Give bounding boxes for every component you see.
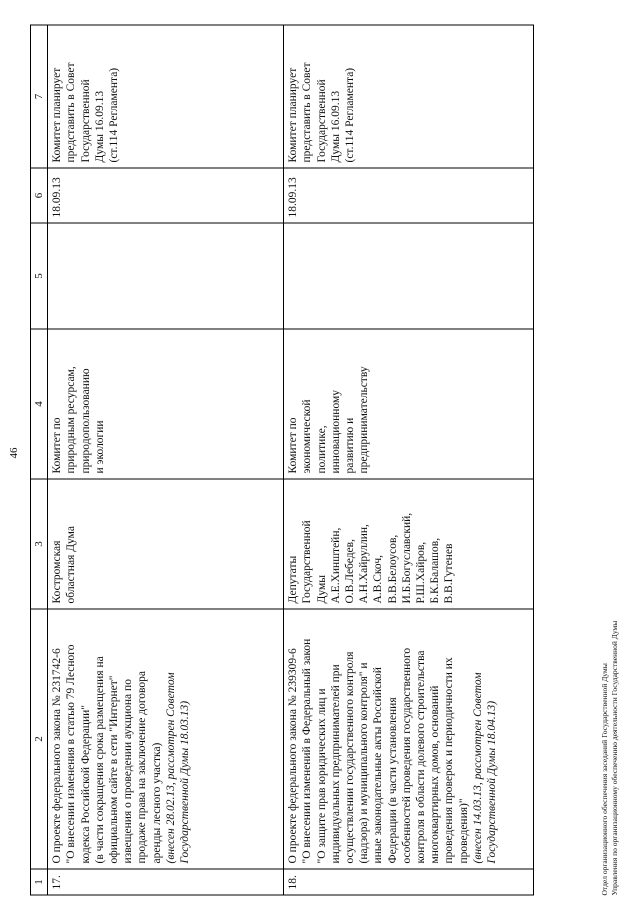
status-cell [48, 25, 284, 168]
row-number: 18. [284, 869, 534, 895]
text-line: развитию и [344, 417, 357, 473]
text-line: (внесен 28.02.13, рассмотрен Советом [164, 671, 177, 863]
text-line: официальном сайте в сети "Интернет" [108, 675, 121, 863]
text-line: "О защите прав юридических лиц и [315, 687, 328, 863]
text-line: аренды лесного участка) [150, 742, 163, 863]
status-cell [284, 25, 534, 168]
text-line: многоквартирных домов, оснований [429, 685, 442, 863]
text-line: природопользованию [79, 367, 92, 473]
text-line: извещения о проведении аукциона по [122, 678, 135, 863]
text-line: продаже права на заключение договора [136, 670, 149, 863]
text-line: Комитет по [287, 417, 300, 473]
empty-cell [284, 223, 534, 329]
text-line: (ст.114 Регламента) [344, 67, 357, 162]
text-line: Комитет планирует [51, 67, 64, 162]
text-line: предпринимательству [358, 365, 371, 473]
table-row [48, 25, 284, 895]
bills-table [30, 24, 534, 895]
text-line: Думы [315, 574, 328, 603]
bill-title-cell [48, 609, 284, 869]
committee-cell [48, 329, 284, 479]
table-row [284, 25, 534, 895]
text-line: В.В.Гутенев [443, 543, 456, 603]
text-line: (надзора) и муниципального контроля" и [358, 661, 371, 863]
text-line: Б.К.Балашов, [429, 537, 442, 603]
text-line: Федерации (в части установления [386, 696, 399, 863]
text-line: природным ресурсам, [65, 365, 78, 473]
text-line: и экологии [93, 419, 106, 473]
table-body [48, 25, 534, 895]
text-line: В.В.Белоусов, [386, 534, 399, 603]
text-line: представить в Совет [301, 61, 314, 162]
text-line: Государственной Думы 18.04.13) [486, 700, 499, 863]
footer-line: Управления по организационному обеспечению деятельности Государственной Думы [609, 620, 619, 895]
text-line: Комитет планирует [287, 67, 300, 162]
text-line: И.Б.Богуславский, [400, 512, 413, 603]
text-line: Государственной [301, 519, 314, 603]
text-line: Комитет по [51, 417, 64, 473]
text-line: (ст.114 Регламента) [108, 67, 121, 162]
text-line: Думы 16.09.13 [329, 90, 342, 162]
text-line: проведения проверок и периодичности их [443, 656, 456, 863]
initiator-cell [284, 479, 534, 609]
text-line: "О внесении изменений в Федеральный закон [301, 638, 314, 863]
text-line: А.В.Скоч, [372, 554, 385, 603]
text-line: Костромская [51, 540, 64, 603]
text-line: А.Н.Хайруллин, [358, 523, 371, 603]
column-header: 7 [31, 25, 48, 168]
column-header: 5 [31, 223, 48, 329]
text-line: представить в Совет [65, 61, 78, 162]
initiator-cell [48, 479, 284, 609]
text-line: осуществлении государственного контроля [344, 651, 357, 863]
empty-cell [48, 223, 284, 329]
column-header: 2 [31, 609, 48, 869]
text-line: Р.Ш.Хайров, [415, 541, 428, 603]
committee-cell [284, 329, 534, 479]
text-line: О.В.Лебедев, [344, 538, 357, 603]
text-line: индивидуальных предпринимателей при [329, 663, 342, 863]
text-line: Государственной Думы 18.03.13) [179, 700, 192, 863]
text-line: инновационному [329, 389, 342, 473]
text-line: Государственной [315, 78, 328, 162]
text-line: особенностей проведения государственного [400, 647, 413, 863]
text-line: Думы 16.09.13 [93, 90, 106, 162]
bill-title-cell [284, 609, 534, 869]
date-cell: 18.09.13 [48, 168, 284, 223]
column-header: 4 [31, 329, 48, 479]
footer-line: Отдел организационного обеспечения заседаний Государственной Думы [600, 662, 609, 895]
page-number: 46 [8, 447, 20, 458]
header-row [31, 25, 48, 895]
text-line: О проекте федерального закона № 239309-6 [287, 647, 300, 863]
text-line: Государственной [79, 78, 92, 162]
text-line: А.Е.Хинштейн, [329, 527, 342, 603]
text-line: экономической [301, 399, 314, 473]
row-number: 17. [48, 869, 284, 895]
text-line: политике, [315, 424, 328, 473]
text-line: контроля в области долевого строительства [415, 650, 428, 863]
text-line: областная Дума [65, 525, 78, 603]
text-line: иные законодательные акты Российской [372, 666, 385, 863]
column-header: 6 [31, 168, 48, 223]
text-line: "О внесении изменения в статью 79 Лесного [65, 644, 78, 863]
column-header: 3 [31, 479, 48, 609]
text-line: (в части сокращения срока размещения на [93, 655, 106, 863]
text-line: О проекте федерального закона № 231742-6 [51, 647, 64, 863]
text-line: проведения)" [457, 797, 470, 863]
text-line: (внесен 14.03.13, рассмотрен Советом [471, 671, 484, 863]
text-line: кодекса Российской Федерации" [79, 704, 92, 863]
date-cell: 18.09.13 [284, 168, 534, 223]
column-header: 1 [31, 869, 48, 895]
text-line: Депутаты [287, 555, 300, 603]
footer [600, 620, 619, 895]
